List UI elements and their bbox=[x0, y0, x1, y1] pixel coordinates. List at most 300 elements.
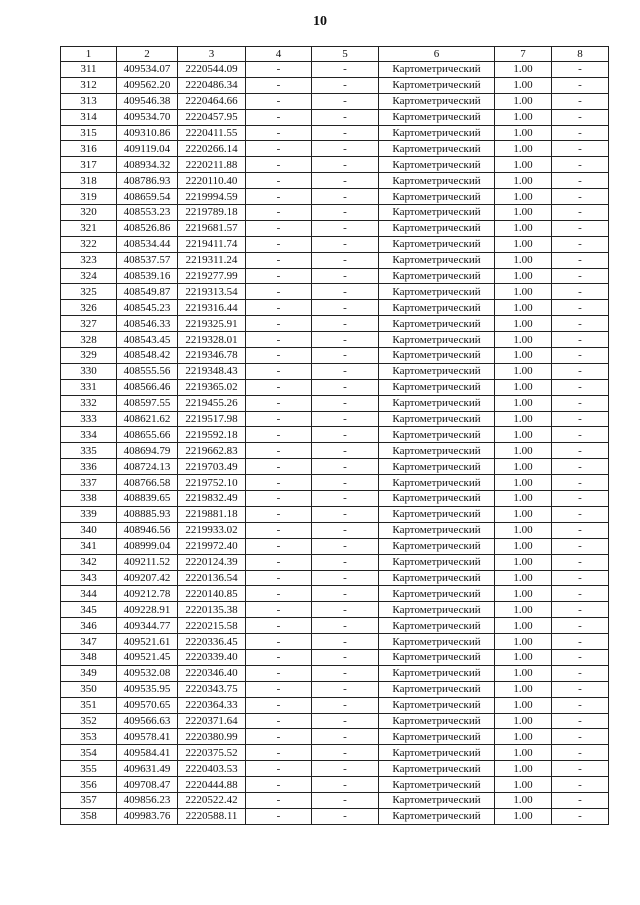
cell-y-coordinate: 2220346.40 bbox=[178, 665, 246, 681]
cell-col-8-value: - bbox=[552, 220, 609, 236]
cell-y-coordinate: 2220403.53 bbox=[178, 761, 246, 777]
cell-col-5-value: - bbox=[312, 506, 379, 522]
cell-accuracy: 1.00 bbox=[495, 141, 552, 157]
table-row bbox=[61, 475, 609, 491]
cell-col-4-value: - bbox=[246, 681, 312, 697]
cell-col-5-value: - bbox=[312, 792, 379, 808]
cell-col-8-value: - bbox=[552, 761, 609, 777]
cell-col-5-value: - bbox=[312, 379, 379, 395]
cell-y-coordinate: 2220380.99 bbox=[178, 729, 246, 745]
cell-y-coordinate: 2219277.99 bbox=[178, 268, 246, 284]
cell-col-4-value: - bbox=[246, 443, 312, 459]
cell-accuracy: 1.00 bbox=[495, 459, 552, 475]
cell-x-coordinate: 408934.32 bbox=[117, 157, 178, 173]
cell-accuracy: 1.00 bbox=[495, 395, 552, 411]
cell-col-8-value: - bbox=[552, 332, 609, 348]
table-row bbox=[61, 220, 609, 236]
cell-point-number: 350 bbox=[61, 681, 117, 697]
cell-point-number: 317 bbox=[61, 157, 117, 173]
cell-col-5-value: - bbox=[312, 284, 379, 300]
cell-accuracy: 1.00 bbox=[495, 220, 552, 236]
cell-method: Картометрический bbox=[379, 554, 495, 570]
cell-col-8-value: - bbox=[552, 125, 609, 141]
cell-point-number: 354 bbox=[61, 745, 117, 761]
cell-col-4-value: - bbox=[246, 618, 312, 634]
cell-y-coordinate: 2220371.64 bbox=[178, 713, 246, 729]
cell-x-coordinate: 408537.57 bbox=[117, 252, 178, 268]
cell-point-number: 358 bbox=[61, 808, 117, 824]
cell-col-8-value: - bbox=[552, 729, 609, 745]
cell-y-coordinate: 2220136.54 bbox=[178, 570, 246, 586]
cell-col-5-value: - bbox=[312, 332, 379, 348]
cell-col-4-value: - bbox=[246, 427, 312, 443]
cell-col-5-value: - bbox=[312, 634, 379, 650]
cell-method: Картометрический bbox=[379, 618, 495, 634]
cell-x-coordinate: 409535.95 bbox=[117, 681, 178, 697]
cell-col-4-value: - bbox=[246, 220, 312, 236]
cell-col-4-value: - bbox=[246, 538, 312, 554]
cell-col-5-value: - bbox=[312, 618, 379, 634]
cell-col-4-value: - bbox=[246, 554, 312, 570]
cell-col-5-value: - bbox=[312, 586, 379, 602]
cell-y-coordinate: 2219311.24 bbox=[178, 252, 246, 268]
cell-accuracy: 1.00 bbox=[495, 586, 552, 602]
cell-x-coordinate: 408946.56 bbox=[117, 522, 178, 538]
table-row bbox=[61, 316, 609, 332]
cell-x-coordinate: 408553.23 bbox=[117, 205, 178, 221]
cell-method: Картометрический bbox=[379, 205, 495, 221]
cell-point-number: 349 bbox=[61, 665, 117, 681]
cell-col-5-value: - bbox=[312, 62, 379, 78]
cell-x-coordinate: 409578.41 bbox=[117, 729, 178, 745]
cell-x-coordinate: 408549.87 bbox=[117, 284, 178, 300]
table-row bbox=[61, 173, 609, 189]
cell-method: Картометрический bbox=[379, 173, 495, 189]
cell-col-4-value: - bbox=[246, 586, 312, 602]
cell-accuracy: 1.00 bbox=[495, 681, 552, 697]
table-body bbox=[61, 62, 609, 825]
header-cell-7: 7 bbox=[495, 47, 552, 62]
cell-accuracy: 1.00 bbox=[495, 411, 552, 427]
cell-point-number: 344 bbox=[61, 586, 117, 602]
cell-x-coordinate: 409562.20 bbox=[117, 77, 178, 93]
cell-col-4-value: - bbox=[246, 62, 312, 78]
cell-point-number: 336 bbox=[61, 459, 117, 475]
cell-point-number: 352 bbox=[61, 713, 117, 729]
cell-col-8-value: - bbox=[552, 173, 609, 189]
cell-point-number: 325 bbox=[61, 284, 117, 300]
cell-y-coordinate: 2219455.26 bbox=[178, 395, 246, 411]
cell-accuracy: 1.00 bbox=[495, 602, 552, 618]
table-row bbox=[61, 157, 609, 173]
table-row bbox=[61, 745, 609, 761]
cell-y-coordinate: 2220464.66 bbox=[178, 93, 246, 109]
cell-col-8-value: - bbox=[552, 395, 609, 411]
cell-col-5-value: - bbox=[312, 77, 379, 93]
cell-method: Картометрический bbox=[379, 634, 495, 650]
cell-y-coordinate: 2220544.09 bbox=[178, 62, 246, 78]
cell-accuracy: 1.00 bbox=[495, 713, 552, 729]
cell-col-5-value: - bbox=[312, 93, 379, 109]
cell-accuracy: 1.00 bbox=[495, 268, 552, 284]
cell-method: Картометрический bbox=[379, 252, 495, 268]
cell-col-4-value: - bbox=[246, 348, 312, 364]
cell-x-coordinate: 409856.23 bbox=[117, 792, 178, 808]
cell-x-coordinate: 408543.45 bbox=[117, 332, 178, 348]
table-row bbox=[61, 348, 609, 364]
cell-method: Картометрический bbox=[379, 62, 495, 78]
cell-y-coordinate: 2219328.01 bbox=[178, 332, 246, 348]
cell-method: Картометрический bbox=[379, 427, 495, 443]
cell-accuracy: 1.00 bbox=[495, 348, 552, 364]
cell-x-coordinate: 408566.46 bbox=[117, 379, 178, 395]
cell-x-coordinate: 408885.93 bbox=[117, 506, 178, 522]
cell-col-5-value: - bbox=[312, 713, 379, 729]
cell-method: Картометрический bbox=[379, 300, 495, 316]
cell-method: Картометрический bbox=[379, 777, 495, 793]
table-row bbox=[61, 538, 609, 554]
cell-point-number: 341 bbox=[61, 538, 117, 554]
cell-accuracy: 1.00 bbox=[495, 745, 552, 761]
cell-col-5-value: - bbox=[312, 427, 379, 443]
cell-y-coordinate: 2219316.44 bbox=[178, 300, 246, 316]
cell-method: Картометрический bbox=[379, 491, 495, 507]
cell-col-5-value: - bbox=[312, 316, 379, 332]
cell-x-coordinate: 409534.07 bbox=[117, 62, 178, 78]
cell-x-coordinate: 408539.16 bbox=[117, 268, 178, 284]
cell-col-4-value: - bbox=[246, 173, 312, 189]
cell-col-5-value: - bbox=[312, 141, 379, 157]
header-cell-3: 3 bbox=[178, 47, 246, 62]
cell-col-4-value: - bbox=[246, 109, 312, 125]
cell-accuracy: 1.00 bbox=[495, 427, 552, 443]
cell-x-coordinate: 409708.47 bbox=[117, 777, 178, 793]
cell-method: Картометрический bbox=[379, 761, 495, 777]
cell-x-coordinate: 408659.54 bbox=[117, 189, 178, 205]
cell-col-4-value: - bbox=[246, 236, 312, 252]
cell-col-8-value: - bbox=[552, 316, 609, 332]
cell-method: Картометрический bbox=[379, 284, 495, 300]
cell-x-coordinate: 409228.91 bbox=[117, 602, 178, 618]
cell-point-number: 323 bbox=[61, 252, 117, 268]
cell-method: Картометрический bbox=[379, 459, 495, 475]
header-cell-5: 5 bbox=[312, 47, 379, 62]
table-row bbox=[61, 300, 609, 316]
cell-col-5-value: - bbox=[312, 570, 379, 586]
table-row bbox=[61, 634, 609, 650]
cell-col-5-value: - bbox=[312, 665, 379, 681]
cell-y-coordinate: 2220124.39 bbox=[178, 554, 246, 570]
cell-point-number: 357 bbox=[61, 792, 117, 808]
cell-accuracy: 1.00 bbox=[495, 236, 552, 252]
cell-point-number: 353 bbox=[61, 729, 117, 745]
cell-accuracy: 1.00 bbox=[495, 363, 552, 379]
cell-point-number: 343 bbox=[61, 570, 117, 586]
cell-col-8-value: - bbox=[552, 300, 609, 316]
table-row bbox=[61, 189, 609, 205]
cell-col-8-value: - bbox=[552, 475, 609, 491]
cell-method: Картометрический bbox=[379, 729, 495, 745]
cell-col-4-value: - bbox=[246, 491, 312, 507]
cell-y-coordinate: 2219348.43 bbox=[178, 363, 246, 379]
cell-col-4-value: - bbox=[246, 570, 312, 586]
table-row bbox=[61, 268, 609, 284]
cell-accuracy: 1.00 bbox=[495, 300, 552, 316]
cell-method: Картометрический bbox=[379, 363, 495, 379]
cell-col-4-value: - bbox=[246, 252, 312, 268]
cell-method: Картометрический bbox=[379, 792, 495, 808]
cell-col-8-value: - bbox=[552, 713, 609, 729]
cell-col-4-value: - bbox=[246, 729, 312, 745]
cell-col-5-value: - bbox=[312, 475, 379, 491]
cell-col-5-value: - bbox=[312, 745, 379, 761]
cell-col-8-value: - bbox=[552, 443, 609, 459]
cell-x-coordinate: 409631.49 bbox=[117, 761, 178, 777]
cell-col-5-value: - bbox=[312, 538, 379, 554]
table-row bbox=[61, 506, 609, 522]
cell-x-coordinate: 409570.65 bbox=[117, 697, 178, 713]
cell-y-coordinate: 2219832.49 bbox=[178, 491, 246, 507]
cell-col-5-value: - bbox=[312, 411, 379, 427]
cell-point-number: 332 bbox=[61, 395, 117, 411]
cell-point-number: 342 bbox=[61, 554, 117, 570]
cell-col-5-value: - bbox=[312, 109, 379, 125]
cell-point-number: 311 bbox=[61, 62, 117, 78]
cell-point-number: 334 bbox=[61, 427, 117, 443]
cell-point-number: 315 bbox=[61, 125, 117, 141]
cell-accuracy: 1.00 bbox=[495, 475, 552, 491]
cell-point-number: 324 bbox=[61, 268, 117, 284]
cell-col-4-value: - bbox=[246, 77, 312, 93]
cell-col-8-value: - bbox=[552, 506, 609, 522]
cell-method: Картометрический bbox=[379, 665, 495, 681]
cell-col-8-value: - bbox=[552, 62, 609, 78]
cell-col-4-value: - bbox=[246, 506, 312, 522]
cell-y-coordinate: 2219662.83 bbox=[178, 443, 246, 459]
cell-y-coordinate: 2220215.58 bbox=[178, 618, 246, 634]
table-row bbox=[61, 332, 609, 348]
table-row bbox=[61, 761, 609, 777]
cell-method: Картометрический bbox=[379, 125, 495, 141]
cell-col-8-value: - bbox=[552, 586, 609, 602]
cell-accuracy: 1.00 bbox=[495, 618, 552, 634]
cell-accuracy: 1.00 bbox=[495, 506, 552, 522]
cell-col-4-value: - bbox=[246, 649, 312, 665]
cell-x-coordinate: 409983.76 bbox=[117, 808, 178, 824]
cell-method: Картометрический bbox=[379, 411, 495, 427]
cell-col-4-value: - bbox=[246, 792, 312, 808]
cell-x-coordinate: 408545.23 bbox=[117, 300, 178, 316]
cell-col-8-value: - bbox=[552, 157, 609, 173]
cell-col-4-value: - bbox=[246, 395, 312, 411]
cell-col-8-value: - bbox=[552, 777, 609, 793]
cell-col-4-value: - bbox=[246, 189, 312, 205]
cell-point-number: 313 bbox=[61, 93, 117, 109]
cell-accuracy: 1.00 bbox=[495, 649, 552, 665]
cell-col-5-value: - bbox=[312, 205, 379, 221]
cell-accuracy: 1.00 bbox=[495, 443, 552, 459]
cell-method: Картометрический bbox=[379, 348, 495, 364]
cell-y-coordinate: 2219752.10 bbox=[178, 475, 246, 491]
cell-point-number: 328 bbox=[61, 332, 117, 348]
cell-col-8-value: - bbox=[552, 268, 609, 284]
cell-col-4-value: - bbox=[246, 777, 312, 793]
cell-col-5-value: - bbox=[312, 300, 379, 316]
cell-accuracy: 1.00 bbox=[495, 379, 552, 395]
cell-x-coordinate: 409344.77 bbox=[117, 618, 178, 634]
cell-y-coordinate: 2219972.40 bbox=[178, 538, 246, 554]
cell-col-8-value: - bbox=[552, 252, 609, 268]
cell-method: Картометрический bbox=[379, 522, 495, 538]
table-row bbox=[61, 713, 609, 729]
cell-method: Картометрический bbox=[379, 697, 495, 713]
cell-col-5-value: - bbox=[312, 125, 379, 141]
cell-x-coordinate: 408839.65 bbox=[117, 491, 178, 507]
cell-col-8-value: - bbox=[552, 602, 609, 618]
cell-method: Картометрический bbox=[379, 77, 495, 93]
header-row bbox=[61, 47, 609, 62]
cell-point-number: 319 bbox=[61, 189, 117, 205]
cell-method: Картометрический bbox=[379, 745, 495, 761]
cell-col-5-value: - bbox=[312, 649, 379, 665]
cell-accuracy: 1.00 bbox=[495, 284, 552, 300]
cell-y-coordinate: 2219411.74 bbox=[178, 236, 246, 252]
cell-col-8-value: - bbox=[552, 618, 609, 634]
table-row bbox=[61, 109, 609, 125]
cell-x-coordinate: 408548.42 bbox=[117, 348, 178, 364]
cell-col-5-value: - bbox=[312, 697, 379, 713]
cell-col-5-value: - bbox=[312, 808, 379, 824]
table-row bbox=[61, 681, 609, 697]
cell-col-4-value: - bbox=[246, 634, 312, 650]
cell-point-number: 356 bbox=[61, 777, 117, 793]
table-row bbox=[61, 379, 609, 395]
cell-y-coordinate: 2219346.78 bbox=[178, 348, 246, 364]
cell-accuracy: 1.00 bbox=[495, 205, 552, 221]
cell-method: Картометрический bbox=[379, 475, 495, 491]
cell-accuracy: 1.00 bbox=[495, 316, 552, 332]
cell-y-coordinate: 2219933.02 bbox=[178, 522, 246, 538]
header-cell-2: 2 bbox=[117, 47, 178, 62]
cell-x-coordinate: 409212.78 bbox=[117, 586, 178, 602]
cell-y-coordinate: 2220364.33 bbox=[178, 697, 246, 713]
cell-point-number: 345 bbox=[61, 602, 117, 618]
cell-col-4-value: - bbox=[246, 157, 312, 173]
cell-point-number: 326 bbox=[61, 300, 117, 316]
cell-accuracy: 1.00 bbox=[495, 93, 552, 109]
cell-y-coordinate: 2219313.54 bbox=[178, 284, 246, 300]
table-row bbox=[61, 665, 609, 681]
cell-accuracy: 1.00 bbox=[495, 729, 552, 745]
table-row bbox=[61, 459, 609, 475]
cell-x-coordinate: 409584.41 bbox=[117, 745, 178, 761]
cell-col-8-value: - bbox=[552, 681, 609, 697]
cell-col-8-value: - bbox=[552, 189, 609, 205]
cell-method: Картометрический bbox=[379, 189, 495, 205]
cell-col-4-value: - bbox=[246, 602, 312, 618]
cell-col-4-value: - bbox=[246, 522, 312, 538]
cell-point-number: 339 bbox=[61, 506, 117, 522]
cell-point-number: 337 bbox=[61, 475, 117, 491]
cell-accuracy: 1.00 bbox=[495, 173, 552, 189]
cell-col-8-value: - bbox=[552, 634, 609, 650]
cell-col-8-value: - bbox=[552, 570, 609, 586]
table-row bbox=[61, 697, 609, 713]
cell-point-number: 314 bbox=[61, 109, 117, 125]
cell-y-coordinate: 2220135.38 bbox=[178, 602, 246, 618]
cell-col-5-value: - bbox=[312, 554, 379, 570]
cell-method: Картометрический bbox=[379, 570, 495, 586]
cell-y-coordinate: 2220411.55 bbox=[178, 125, 246, 141]
cell-x-coordinate: 408724.13 bbox=[117, 459, 178, 475]
cell-col-5-value: - bbox=[312, 173, 379, 189]
cell-col-5-value: - bbox=[312, 252, 379, 268]
header-cell-8: 8 bbox=[552, 47, 609, 62]
cell-y-coordinate: 2220339.40 bbox=[178, 649, 246, 665]
cell-col-5-value: - bbox=[312, 761, 379, 777]
cell-col-5-value: - bbox=[312, 729, 379, 745]
cell-x-coordinate: 408766.58 bbox=[117, 475, 178, 491]
cell-point-number: 351 bbox=[61, 697, 117, 713]
cell-x-coordinate: 408694.79 bbox=[117, 443, 178, 459]
cell-col-4-value: - bbox=[246, 697, 312, 713]
cell-x-coordinate: 408555.56 bbox=[117, 363, 178, 379]
cell-point-number: 312 bbox=[61, 77, 117, 93]
cell-x-coordinate: 408621.62 bbox=[117, 411, 178, 427]
cell-col-5-value: - bbox=[312, 348, 379, 364]
cell-col-5-value: - bbox=[312, 777, 379, 793]
cell-y-coordinate: 2220343.75 bbox=[178, 681, 246, 697]
cell-point-number: 331 bbox=[61, 379, 117, 395]
cell-y-coordinate: 2220588.11 bbox=[178, 808, 246, 824]
cell-accuracy: 1.00 bbox=[495, 491, 552, 507]
cell-point-number: 338 bbox=[61, 491, 117, 507]
table-row bbox=[61, 586, 609, 602]
cell-col-5-value: - bbox=[312, 681, 379, 697]
cell-col-5-value: - bbox=[312, 602, 379, 618]
cell-x-coordinate: 408655.66 bbox=[117, 427, 178, 443]
cell-x-coordinate: 409521.45 bbox=[117, 649, 178, 665]
cell-method: Картометрический bbox=[379, 586, 495, 602]
cell-point-number: 316 bbox=[61, 141, 117, 157]
cell-x-coordinate: 409532.08 bbox=[117, 665, 178, 681]
table-row bbox=[61, 125, 609, 141]
cell-y-coordinate: 2219994.59 bbox=[178, 189, 246, 205]
cell-col-4-value: - bbox=[246, 316, 312, 332]
cell-y-coordinate: 2220486.34 bbox=[178, 77, 246, 93]
cell-col-8-value: - bbox=[552, 141, 609, 157]
cell-point-number: 318 bbox=[61, 173, 117, 189]
cell-col-4-value: - bbox=[246, 475, 312, 491]
cell-x-coordinate: 409566.63 bbox=[117, 713, 178, 729]
cell-col-4-value: - bbox=[246, 665, 312, 681]
cell-point-number: 322 bbox=[61, 236, 117, 252]
cell-col-8-value: - bbox=[552, 93, 609, 109]
cell-point-number: 329 bbox=[61, 348, 117, 364]
cell-point-number: 321 bbox=[61, 220, 117, 236]
cell-col-5-value: - bbox=[312, 220, 379, 236]
cell-point-number: 333 bbox=[61, 411, 117, 427]
cell-accuracy: 1.00 bbox=[495, 125, 552, 141]
cell-col-4-value: - bbox=[246, 268, 312, 284]
cell-col-8-value: - bbox=[552, 697, 609, 713]
cell-method: Картометрический bbox=[379, 93, 495, 109]
cell-method: Картометрический bbox=[379, 538, 495, 554]
cell-y-coordinate: 2219592.18 bbox=[178, 427, 246, 443]
cell-x-coordinate: 408786.93 bbox=[117, 173, 178, 189]
cell-col-5-value: - bbox=[312, 491, 379, 507]
cell-col-8-value: - bbox=[552, 745, 609, 761]
